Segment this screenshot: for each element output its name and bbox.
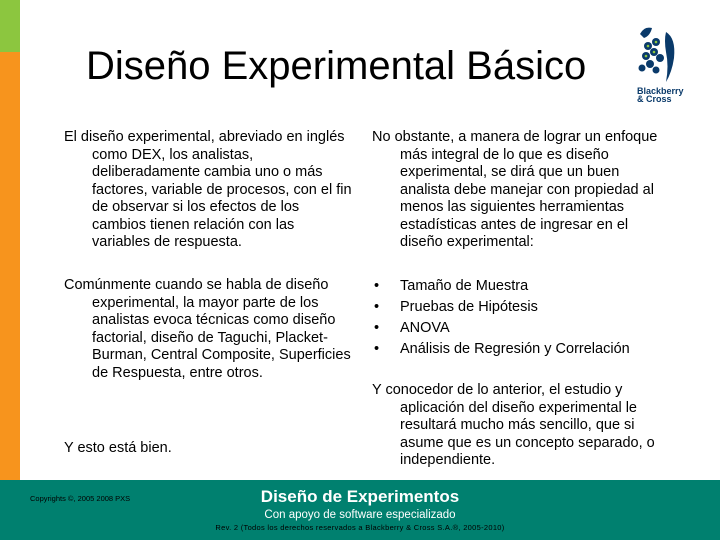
footer-copyright: Copyrights ©, 2005 2008 PXS	[30, 494, 131, 503]
left-paragraph-3	[64, 440, 354, 458]
accent-bar-orange	[0, 52, 20, 480]
list-item	[372, 297, 682, 318]
left-paragraph-1	[64, 129, 354, 252]
bullet-text: Pruebas de Hipótesis	[400, 299, 538, 315]
logo-text-line2: & Cross	[637, 94, 672, 104]
bullet-icon: •	[374, 320, 380, 336]
right-text-1: No obstante, a manera de lograr un enfoque más integral de lo que es diseño experimental, se dirá que un buen analista debe manejar con propiedad al menos las siguientes herramientas estadísticas antes de ingresar en el diseño experimental:	[372, 129, 658, 250]
left-paragraph-2	[64, 277, 354, 382]
right-paragraph-1	[372, 129, 672, 252]
tools-bullet-list	[372, 276, 682, 360]
bullet-icon: •	[374, 278, 380, 294]
left-text-1: El diseño experimental, abreviado en inglés como DEX, los analistas, deliberadamente cambia uno o más factores, variable de procesos, con el fin de observar si los efectos de los cambios tienen relación con las variables de respuesta.	[64, 129, 352, 250]
bullet-text: Análisis de Regresión y Correlación	[400, 341, 630, 357]
logo-text-line1: Blackberry	[637, 86, 684, 96]
left-text-2: Comúnmente cuando se habla de diseño experimental, la mayor parte de los analistas evoca técnicas como diseño factorial, diseño de Taguchi, Placket-Burman, Central Composite, Superficies de Respuesta, entre otros.	[64, 277, 351, 381]
bullet-icon: •	[374, 299, 380, 315]
footer-title: Diseño de Experimentos	[260, 487, 460, 506]
accent-bar-green	[0, 0, 20, 52]
bullet-text: Tamaño de Muestra	[400, 278, 529, 294]
bullet-icon: •	[374, 341, 380, 357]
footer-revision: Rev. 2 (Todos los derechos reservados a Blackberry & Cross S.A.®, 2005-2010)	[215, 523, 505, 532]
list-item	[372, 276, 682, 297]
left-text-3: Y esto está bien.	[64, 440, 172, 456]
slide-title: Diseño Experimental Básico	[86, 44, 587, 88]
footer-bar	[0, 480, 720, 540]
list-item	[372, 339, 682, 360]
bullet-text: ANOVA	[400, 320, 450, 336]
right-paragraph-2	[372, 382, 672, 470]
footer-subtitle: Con apoyo de software especializado	[264, 509, 456, 521]
list-item	[372, 318, 682, 339]
right-text-2: Y conocedor de lo anterior, el estudio y aplicación del diseño experimental le resultará mucho más sencillo, que si asume que es un concepto separado, o independiente.	[372, 382, 655, 468]
